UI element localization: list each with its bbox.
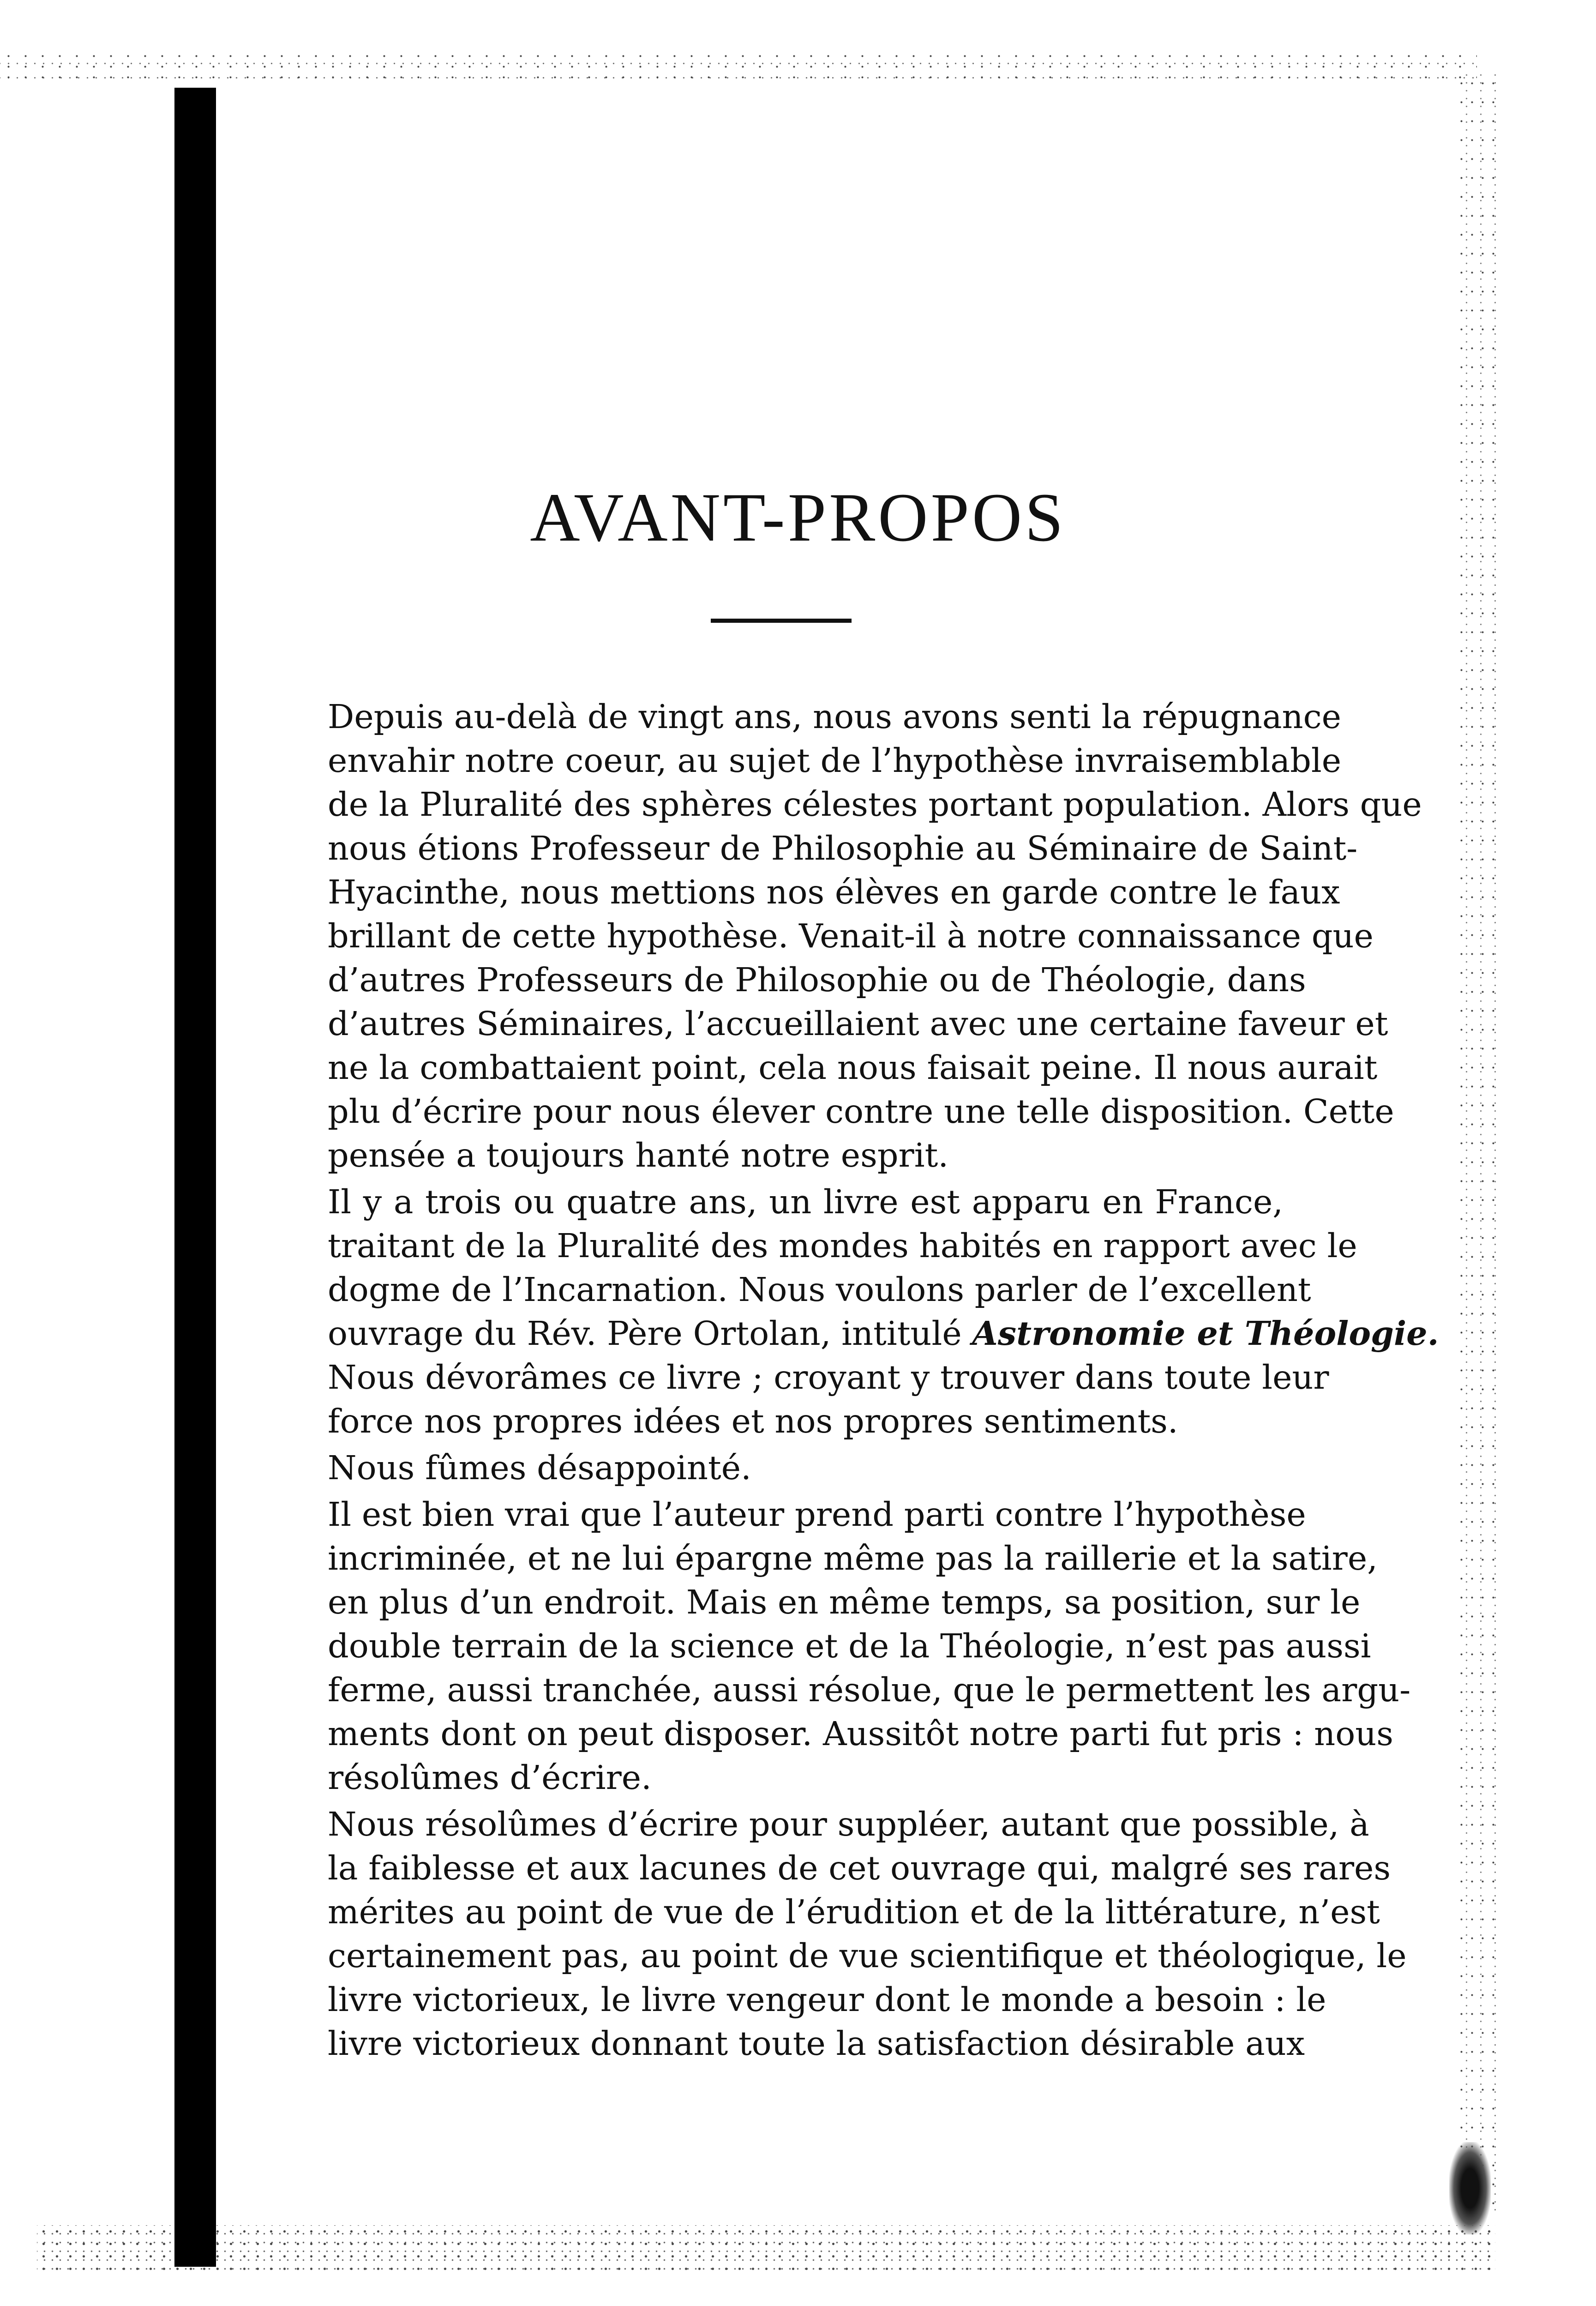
text-line: dogme de l’Incarnation. Nous voulons parler de l’excellent xyxy=(328,1270,1311,1309)
text-line: Il est bien vrai que l’auteur prend parti contre l’hypothèse xyxy=(328,1495,1306,1534)
text-line: pensée a toujours hanté notre esprit. xyxy=(328,1136,949,1174)
text-line: plu d’écrire pour nous élever contre une telle disposition. Cette xyxy=(328,1092,1394,1131)
text-line: ferme, aussi tranchée, aussi résolue, que le permettent les argu- xyxy=(328,1671,1411,1709)
scan-noise-bottom xyxy=(37,2225,1495,2276)
text-line: de la Pluralité des sphères célestes portant population. Alors que xyxy=(328,785,1422,824)
scan-noise-right xyxy=(1456,74,1498,2216)
text-line: Hyacinthe, nous mettions nos élèves en garde contre le faux xyxy=(328,873,1340,911)
paragraph-3 xyxy=(328,1446,1283,1490)
text-line: ne la combattaient point, cela nous faisait peine. Il nous aurait xyxy=(328,1048,1378,1087)
scan-corner-smudge xyxy=(1449,2142,1491,2234)
text-line-with-title xyxy=(328,1312,1439,1355)
text-line: force nos propres idées et nos propres sentiments. xyxy=(328,1402,1178,1440)
page-title: AVANT-PROPOS xyxy=(530,479,1066,556)
text-line: la faiblesse et aux lacunes de cet ouvrage qui, malgré ses rares xyxy=(328,1849,1391,1887)
text-line: brillant de cette hypothèse. Venait-il à notre connaissance que xyxy=(328,917,1374,955)
scan-noise-top xyxy=(0,51,1477,83)
text-span: ouvrage du Rév. Père Ortolan, intitulé xyxy=(328,1314,972,1353)
text-line: Nous fûmes désappointé. xyxy=(328,1449,751,1487)
text-line: Nous résolûmes d’écrire pour suppléer, autant que possible, à xyxy=(328,1805,1369,1843)
text-line: résolûmes d’écrire. xyxy=(328,1758,652,1797)
paragraph-1 xyxy=(328,695,1422,1177)
text-line: Il y a trois ou quatre ans, un livre est apparu en France, xyxy=(328,1183,1283,1221)
paragraph-4 xyxy=(328,1493,1411,1800)
text-line: double terrain de la science et de la Théologie, n’est pas aussi xyxy=(328,1627,1371,1665)
text-line: certainement pas, au point de vue scientifique et théologique, le xyxy=(328,1937,1407,1975)
book-title-reference: Astronomie et Théologie. xyxy=(972,1314,1439,1353)
title-rule xyxy=(711,619,852,623)
text-line: traitant de la Pluralité des mondes habités en rapport avec le xyxy=(328,1227,1357,1265)
text-line: d’autres Professeurs de Philosophie ou de Théologie, dans xyxy=(328,961,1306,999)
paragraph-5 xyxy=(328,1802,1407,2065)
text-line: incriminée, et ne lui épargne même pas la raillerie et la satire, xyxy=(328,1539,1378,1577)
text-line: mérites au point de vue de l’érudition et de la littérature, n’est xyxy=(328,1893,1380,1931)
text-line: Nous dévorâmes ce livre ; croyant y trouver dans toute leur xyxy=(328,1358,1329,1397)
text-line: ments dont on peut disposer. Aussitôt notre parti fut pris : nous xyxy=(328,1715,1393,1753)
text-line: nous étions Professeur de Philosophie au Séminaire de Saint- xyxy=(328,829,1358,867)
text-line: livre victorieux donnant toute la satisfaction désirable aux xyxy=(328,2024,1305,2063)
text-line: livre victorieux, le livre vengeur dont le monde a besoin : le xyxy=(328,1981,1326,2019)
text-line: Depuis au-delà de vingt ans, nous avons senti la répugnance xyxy=(328,698,1341,736)
text-line: envahir notre coeur, au sujet de l’hypothèse invraisemblable xyxy=(328,741,1342,780)
text-line: en plus d’un endroit. Mais en même temps, sa position, sur le xyxy=(328,1583,1361,1621)
paragraph-2 xyxy=(328,1180,1439,1443)
binding-edge xyxy=(174,88,216,2267)
text-line: d’autres Séminaires, l’accueillaient avec une certaine faveur et xyxy=(328,1005,1388,1043)
body-text xyxy=(328,695,1439,2068)
